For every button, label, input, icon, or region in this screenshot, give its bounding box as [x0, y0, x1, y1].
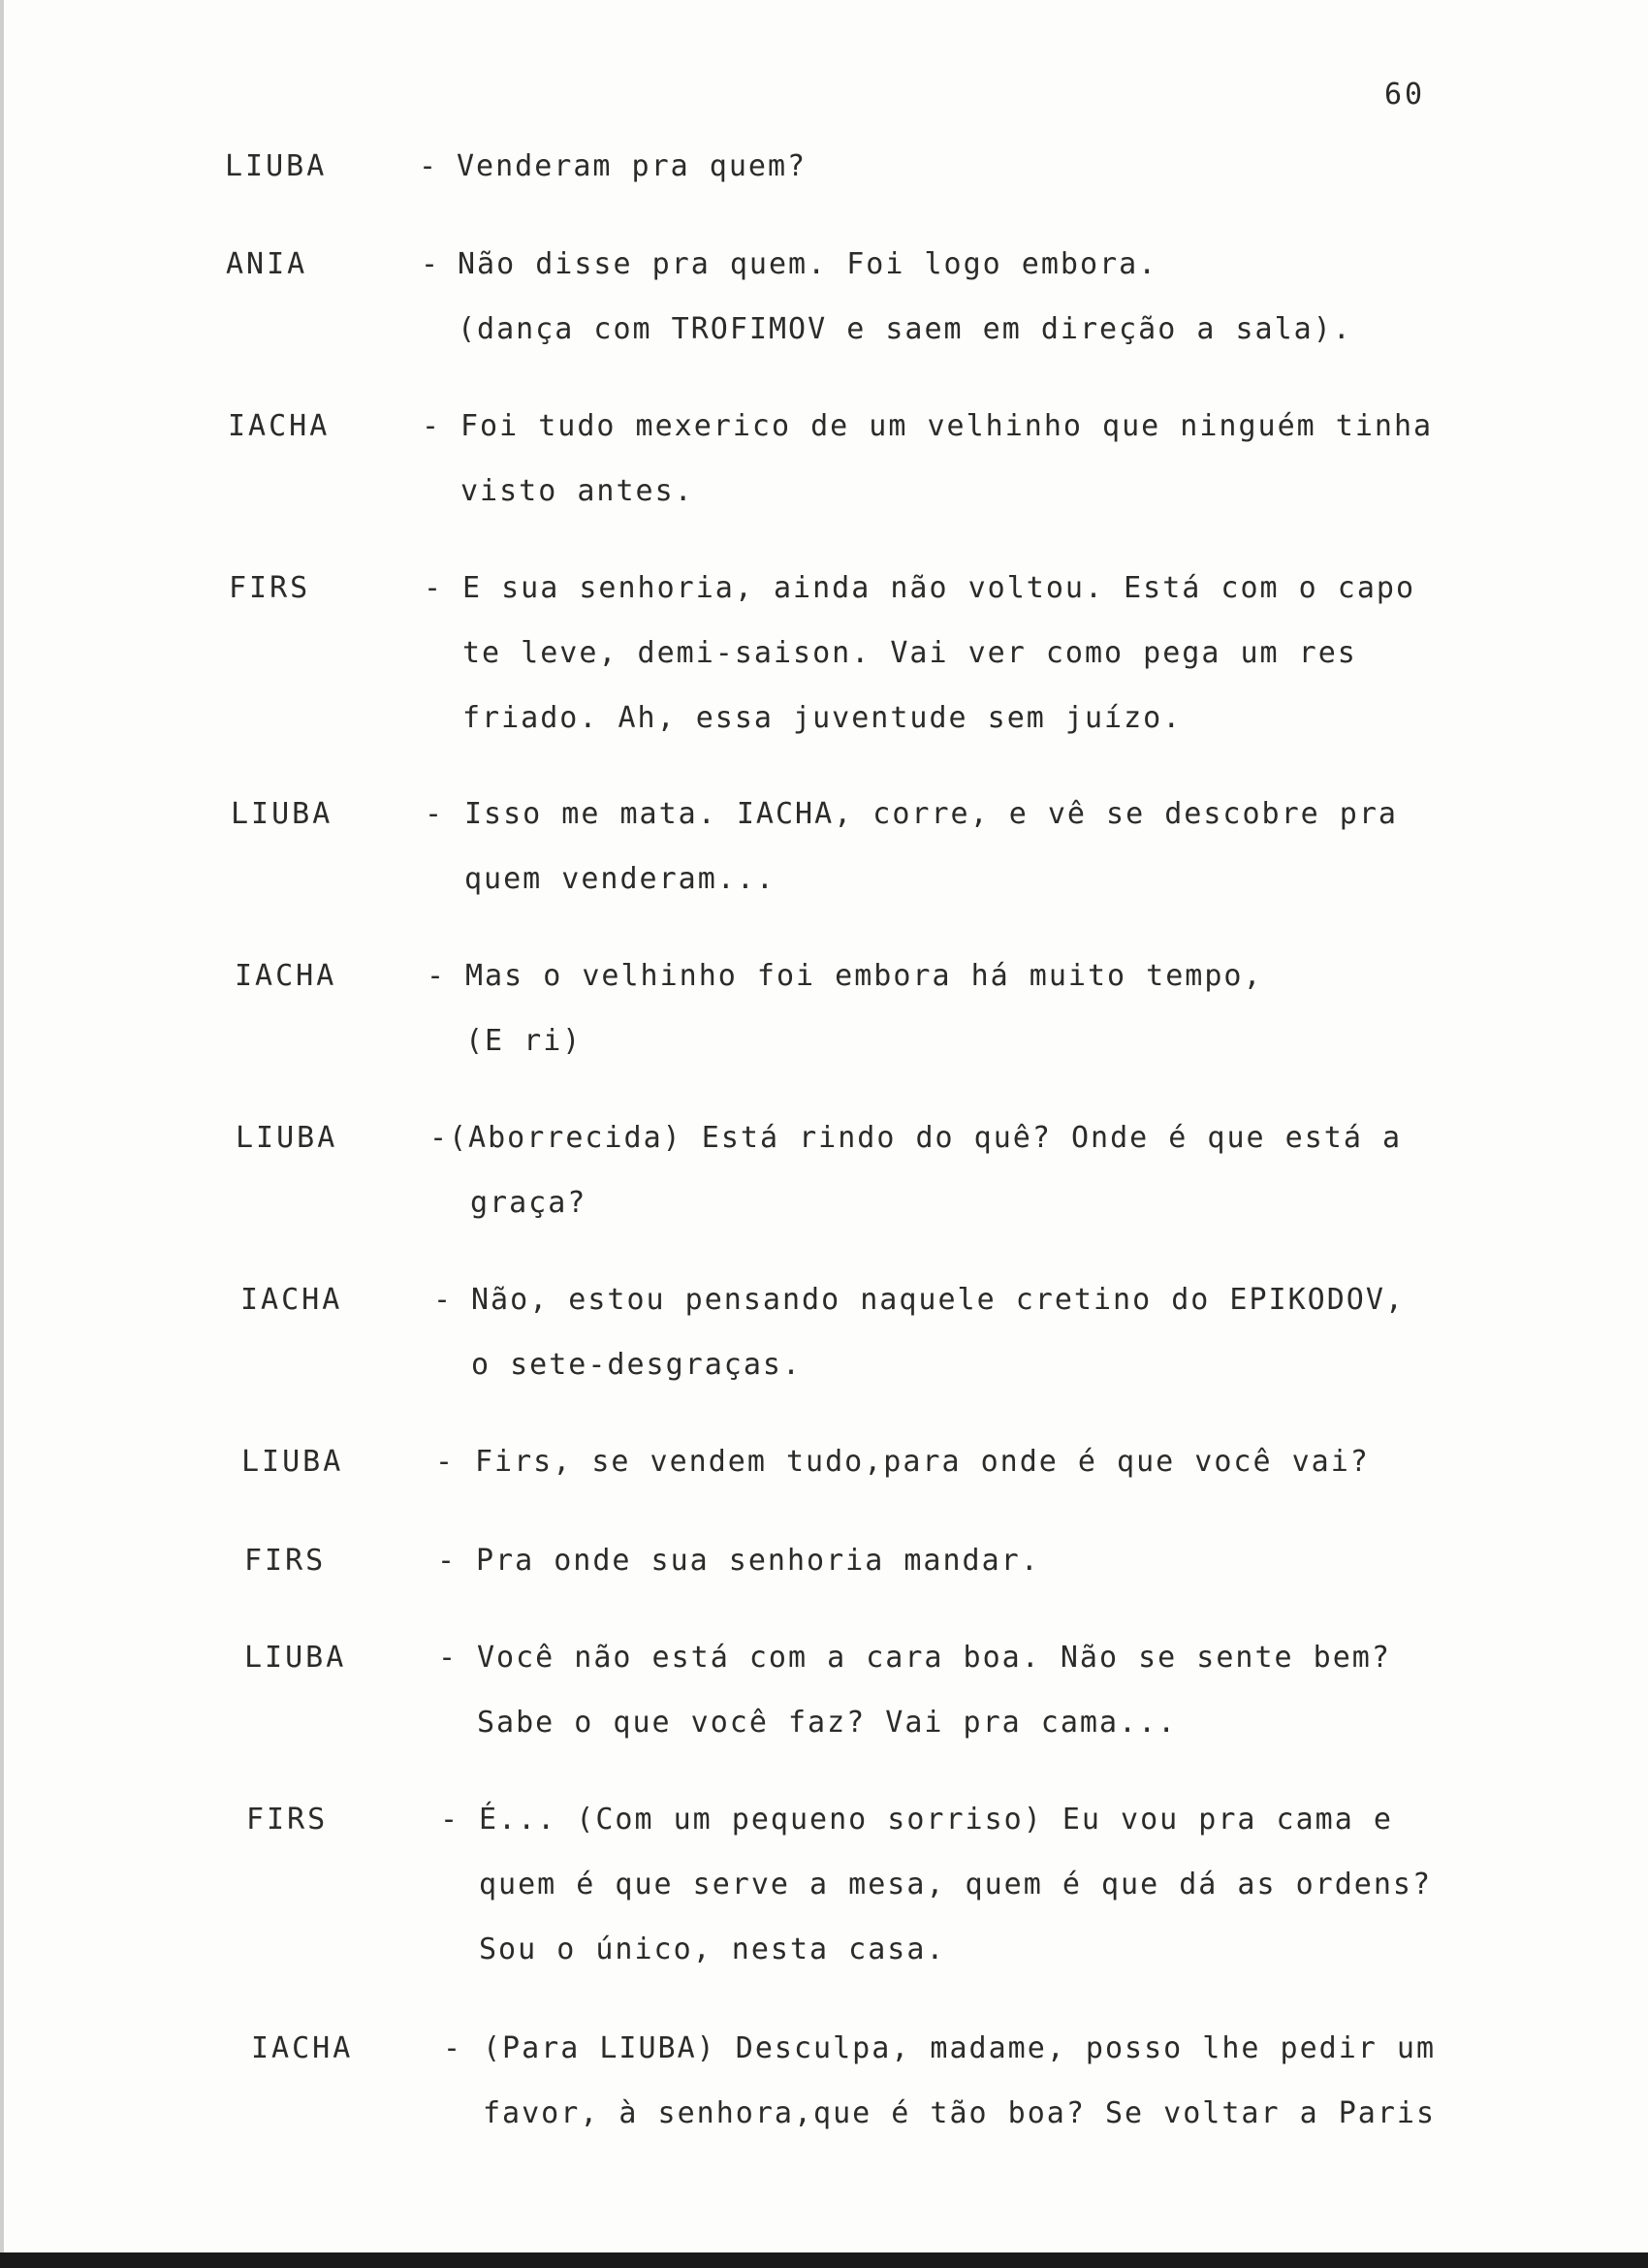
dialogue-line: (Para LIUBA) Desculpa, madame, posso lhe pedir um	[483, 2031, 1437, 2065]
dialogue-text	[479, 1803, 1432, 1997]
dialogue-line: friado. Ah, essa juventude sem juízo.	[462, 701, 1183, 735]
speaker-name: LIUBA	[225, 149, 328, 183]
dialogue-text	[458, 247, 1352, 377]
dialogue-dash: -	[422, 409, 440, 443]
dialogue-text	[477, 1641, 1391, 1771]
dialogue-text	[465, 959, 1263, 1089]
dialogue-line: Sabe o que você faz? Vai pra cama...	[477, 1706, 1178, 1740]
dialogue-line: Sou o único, nesta casa.	[479, 1933, 946, 1966]
speaker-name: IACHA	[251, 2031, 354, 2065]
speaker-name: LIUBA	[244, 1641, 347, 1675]
dialogue-text	[471, 1283, 1405, 1413]
dialogue-line: quem venderam...	[464, 862, 776, 896]
dialogue-text	[475, 1445, 1370, 1510]
dialogue-line: quem é que serve a mesa, quem é que dá as ordens?	[479, 1868, 1433, 1901]
dialogue-text	[462, 571, 1415, 766]
dialogue-text	[483, 2031, 1436, 2161]
dialogue-text	[457, 149, 807, 214]
dialogue-dash: -	[440, 1803, 459, 1837]
dialogue-text	[449, 1121, 1402, 1251]
speaker-name: LIUBA	[231, 797, 333, 831]
dialogue-dash: -	[437, 1544, 456, 1578]
dialogue-dash: -	[429, 1121, 448, 1155]
page-number: 60	[1384, 78, 1426, 112]
dialogue-line: Pra onde sua senhoria mandar.	[476, 1544, 1040, 1578]
dialogue-line: E sua senhoria, ainda não voltou. Está com o capo	[462, 571, 1416, 605]
dialogue-line: o sete-desgraças.	[471, 1348, 803, 1382]
dialogue-dash: -	[435, 1445, 454, 1479]
speaker-name: FIRS	[246, 1803, 329, 1837]
dialogue-dash: -	[443, 2031, 461, 2065]
dialogue-line: Venderam pra quem?	[457, 149, 808, 183]
dialogue-dash: -	[425, 797, 443, 831]
dialogue-line: É... (Com um pequeno sorriso) Eu vou pra cama e	[479, 1803, 1393, 1837]
dialogue-line: Firs, se vendem tudo,para onde é que você vai?	[475, 1445, 1370, 1479]
dialogue-line: (E ri)	[465, 1024, 583, 1058]
dialogue-dash: -	[419, 149, 437, 183]
dialogue-line: Não, estou pensando naquele cretino do EPIKODOV,	[471, 1283, 1405, 1317]
scan-bottom-edge	[0, 2252, 1648, 2268]
dialogue-dash: -	[433, 1283, 452, 1317]
speaker-name: ANIA	[226, 247, 308, 281]
speaker-name: LIUBA	[236, 1121, 338, 1155]
dialogue-dash: -	[438, 1641, 457, 1675]
dialogue-line: favor, à senhora,que é tão boa? Se voltar a Paris	[483, 2096, 1437, 2130]
dialogue-line: (dança com TROFIMOV e saem em direção a sala).	[458, 312, 1352, 346]
dialogue-line: visto antes.	[460, 474, 694, 508]
dialogue-dash: -	[421, 247, 439, 281]
dialogue-line: (Aborrecida) Está rindo do quê? Onde é que está a	[449, 1121, 1403, 1155]
page-left-edge	[0, 0, 4, 2268]
dialogue-text	[476, 1544, 1040, 1609]
dialogue-line: Isso me mata. IACHA, corre, e vê se descobre pra	[464, 797, 1398, 831]
dialogue-dash: -	[424, 571, 442, 605]
speaker-name: IACHA	[228, 409, 331, 443]
speaker-name: IACHA	[235, 959, 337, 993]
speaker-name: FIRS	[244, 1544, 327, 1578]
dialogue-dash: -	[427, 959, 445, 993]
speaker-name: FIRS	[229, 571, 311, 605]
dialogue-text	[460, 409, 1433, 539]
dialogue-line: Você não está com a cara boa. Não se sente bem?	[477, 1641, 1391, 1675]
dialogue-line: Mas o velhinho foi embora há muito tempo,	[465, 959, 1263, 993]
dialogue-line: te leve, demi-saison. Vai ver como pega um res	[462, 636, 1357, 670]
dialogue-text	[464, 797, 1398, 927]
speaker-name: LIUBA	[241, 1445, 344, 1479]
speaker-name: IACHA	[240, 1283, 343, 1317]
dialogue-line: Foi tudo mexerico de um velhinho que ninguém tinha	[460, 409, 1434, 443]
dialogue-line: graça?	[470, 1186, 587, 1220]
dialogue-line: Não disse pra quem. Foi logo embora.	[458, 247, 1158, 281]
